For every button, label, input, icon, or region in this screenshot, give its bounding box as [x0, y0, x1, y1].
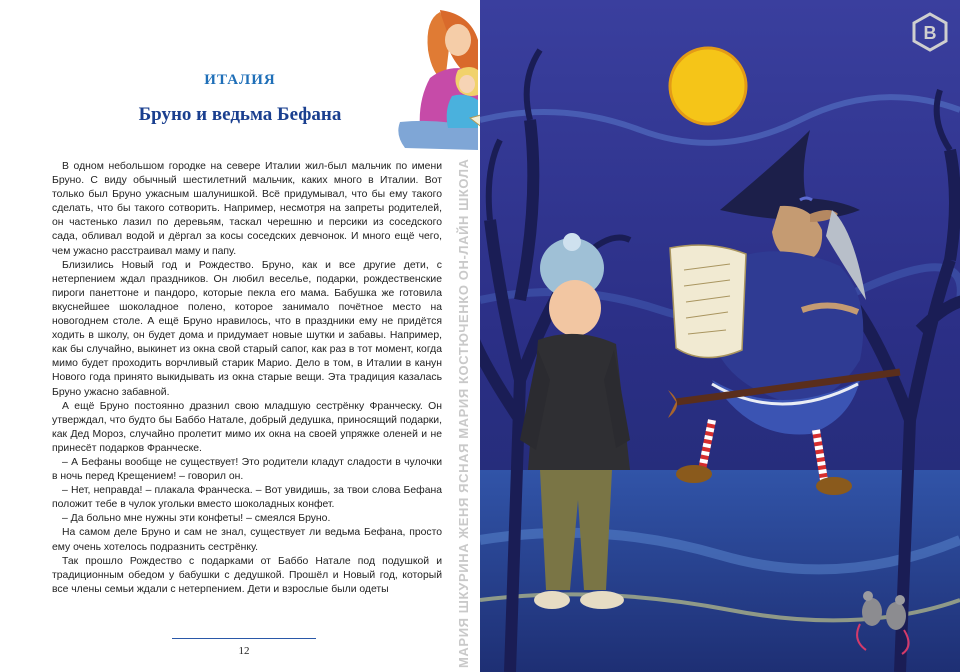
paragraph: – Да больно мне нужны эти конфеты! – смеялся Бруно.: [62, 513, 331, 525]
page-number: 12: [238, 645, 250, 657]
page-title: Бруно и ведьма Бефана: [138, 104, 342, 125]
paragraph: В одном небольшом городке на севере Италии жил-был мальчик по имени Бруно. С виду обычный шестилетний мальчик, каких много в Италии. Вот только был Бруно ужасным шалунишкой. Всё придумывал, что бы ему такого сделать, что бы такого сотворить. Например, несмотря на запреты родителей, он частенько лазил по деревьям, таскал черешню и персики из соседского сада, обливал водой и дёргал за косы соседских девчонок. И много ещё чего, чем ужасно расстраивал маму и папу.: [52, 161, 442, 257]
paragraph: На самом деле Бруно и сам не знал, существует ли ведьма Бефана, просто ему очень хотелось подразнить сестрёнку.: [52, 527, 442, 553]
moon-shape: [670, 48, 746, 124]
paragraph: А ещё Бруно постоянно дразнил свою младшую сестрёнку Франческу. Он утверждал, что будто бы Баббо Натале, добрый дедушка, приносящий подарки, как Дед Мороз, случайно пролетит мимо их окна на своей упряжке оленей и не принесёт подарков Франческе.: [52, 400, 442, 454]
logo-letter: B: [923, 23, 937, 43]
paragraph: – А Бефаны вообще не существует! Это родители кладут сладости в чулочки в ночь перед Крещением! – говорил он.: [52, 456, 442, 483]
paragraph: – Нет, неправда! – плакала Франческа. – Вот увидишь, за твои слова Бефана положит тебе в чулок угольки вместо шоколадных конфет.: [52, 485, 442, 511]
paragraph: Так прошло Рождество с подарками от Баббо Натале под подушкой и традиционным обедом у бабушки с дедушкой. Прошёл и Новый год, который все члены семьи ждали с нетерпением. Дети и взрослые были одеты: [52, 555, 442, 595]
country-label: ИТАЛИЯ: [204, 72, 276, 88]
story-text: [52, 160, 442, 597]
paragraph: Близились Новый год и Рождество. Бруно, как и все другие дети, с нетерпением ждал праздников. Он любил веселье, подарки, рождественские пироги панеттоне и пандоро, которые пекла его мама. Бабушка же готовила вкуснейшее шоколадное полено, которое занимало почётное место на новогоднем столе. А ещё Бруно нравилось, что в праздники ему не придётся ходить в школу, он будет дома и придумает новые шутки и забавы. Например, как бы случайно, выкинет из окна свой старый сапог, как раз в тот момент, когда мимо будет проходить ворчливый старик Марио. Дело в том, в Италии в канун Нового года принято выкидывать из окна старые вещи. Эта традиция казалась Бруно ужасно забавной.: [52, 259, 442, 398]
illustration-page: [480, 0, 960, 672]
authors-credit: МАРИЯ ШКУРИНА ЖЕНЯ ЯСНАЯ МАРИЯ КОСТЮЧЕНКО ОН-ЛАЙН ШКОЛА: [456, 158, 471, 668]
night-scene-illustration: [480, 0, 960, 672]
publisher-logo-icon: [910, 12, 950, 52]
footer-divider: [172, 638, 316, 639]
